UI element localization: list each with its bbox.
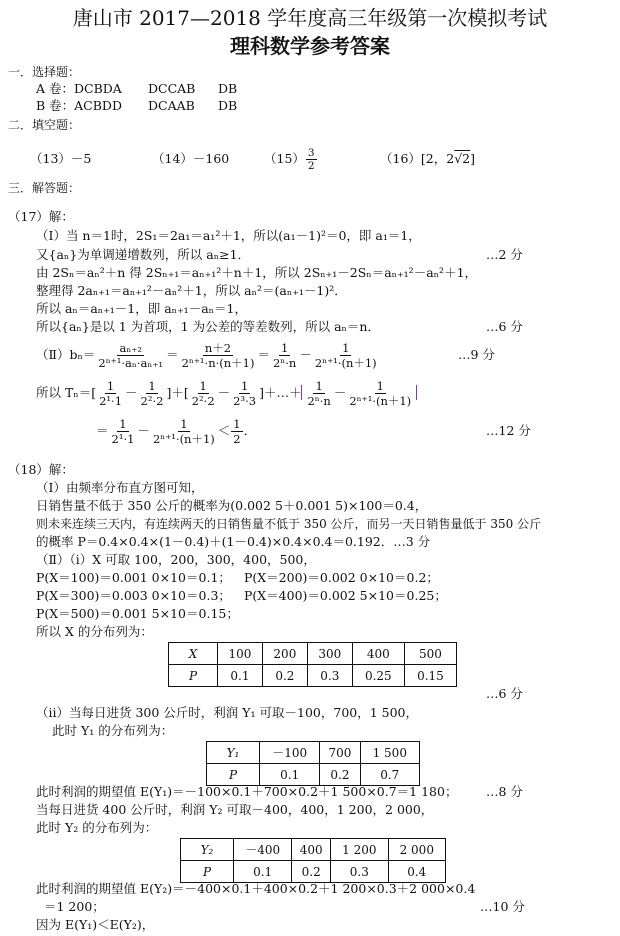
res-frac-1-den: 2¹·1 [111,432,135,446]
p18-line6b: P(X＝200)＝0.002 0×10＝0.2； [244,570,439,585]
section-fill-heading: 二．填空题： [8,118,81,132]
table-cell: 0.25 [352,665,404,687]
res-frac-2-den: 2ⁿ⁺¹·(n＋1) [152,432,215,446]
p18-score-8: …8 分 [486,784,523,799]
p18-line6a: P(X＝100)＝0.001 0×10＝0.1； [36,570,231,585]
answer-16 [380,151,475,167]
table-cell: 0.1 [218,665,263,687]
bn-frac-4-den: 2ⁿ⁺¹·(n＋1) [314,356,377,370]
table-header-cell: P [207,764,260,786]
tn-frac-4-den: 2³·3 [233,394,257,408]
distribution-table-x [168,642,457,687]
bn-minus: － [299,347,312,362]
tn-minus-1: － [125,385,138,400]
tn-frac-3-num: 1 [199,379,207,393]
p18-line9: 所以 X 的分布列为： [36,624,153,639]
table-cell: 0.2 [320,764,360,786]
p18-line12: 此时利润的期望值 E(Y₁)＝－100×0.1＋700×0.2＋1 500×0.7＝1 180； [36,784,458,799]
table-cell: 2 000 [388,839,445,861]
tn-minus-2: － [217,385,231,400]
res-frac-3-num: 1 [233,417,241,431]
p17-score-6: …6 分 [486,319,523,334]
choice-row-b-group3: DB [218,98,238,113]
res-end: ． [243,423,257,438]
table-row [207,764,420,786]
table-cell: 500 [404,643,456,665]
choice-row-b-group2: DCAAB [148,98,195,113]
problem-18-label: （18）解： [8,462,74,477]
table-cell: －400 [234,839,292,861]
table-header-cell: X [169,643,218,665]
table-cell: 0.3 [331,861,388,883]
table-cell: 400 [352,643,404,665]
res-eq: ＝ [96,423,109,438]
tn-frac-2 [139,379,166,408]
bn-prefix: （Ⅱ）bₙ＝ [36,347,96,362]
res-frac-2-num: 1 [180,417,188,431]
section-choice-heading: 一．选择题： [8,65,81,79]
section-solution-heading: 三．解答题： [8,181,81,195]
tn-plus: ＋ [171,385,184,400]
bn-frac-2 [180,341,257,370]
p18-line8: P(X＝500)＝0.001 5×10＝0.15； [36,606,239,621]
p18-line2: 日销售量不低于 350 公斤的概率为(0.002 5＋0.001 5)×100＝0.4， [36,498,428,513]
table-cell: 0.4 [388,861,445,883]
tn-frac-4-num: 1 [240,379,249,393]
choice-row-a-label: A 卷：DCBDA [36,81,122,96]
tn-frac-6-den: 2ⁿ⁺¹·(n＋1) [349,394,412,408]
p17-tn-formula: 所以 Tₙ＝[ $\frac{1}{\text{2¹·1}}$ － $\frac{1}{\text{2²·2}}$ ]＋[ $\frac{1}{\text{2²·2}}$ － $\frac{1}{\text{2³·3}}$ ]＋…＋ $\frac{1}{\text{2ⁿ·n}}$ － $\frac{1}{\text{2ⁿ⁺¹·(n＋1)}}$ [36,376,417,410]
tn-dots: ＋…＋ [263,385,302,400]
table-cell: 400 [292,839,331,861]
table-cell: 700 [320,742,360,764]
p17-line3: 由 2Sₙ＝aₙ²＋n 得 2Sₙ₊₁＝aₙ₊₁²＋n＋1，所以 2Sₙ₊₁－2Sₙ＝aₙ₊₁²－aₙ²＋1， [36,265,478,280]
choice-row-a-group2: DCCAB [148,81,196,96]
p18-line16: ＝1 200； [44,899,105,914]
tn-prefix: 所以 Tₙ＝ [36,385,92,400]
p18-line7b: P(X＝400)＝0.002 5×10＝0.25； [244,588,447,603]
table-cell: 0.15 [404,665,456,687]
tn-frac-3 [190,379,217,408]
res-frac-2 [151,417,217,446]
table-cell: 0.7 [360,764,419,786]
table-cell: 300 [307,643,352,665]
p17-bn-formula [36,338,380,372]
table-row [207,742,420,764]
p18-line13: 当每日进货 400 公斤时，利润 Y₂ 可取－400，400，1 200，2 000， [36,802,434,817]
table-row [169,665,457,687]
p17-line1: （Ⅰ）当 n＝1时，2S₁＝2a₁＝a₁²＋1，所以(a₁－1)²＝0，即 a₁＝1， [36,228,421,243]
tn-frac-1-num: 1 [106,379,115,393]
p18-line7a: P(X＝300)＝0.003 0×10＝0.3； [36,588,231,603]
p17-line2: 又{aₙ}为单调递增数列，所以 aₙ≥1． [36,247,251,262]
bn-frac-1 [96,341,165,370]
p17-result-formula [96,414,256,448]
table-header-cell: Y₁ [207,742,260,764]
answer-13: （13）－5 [30,151,92,166]
table-cell: 0.1 [260,764,320,786]
answer-15-den: 2 [307,160,315,172]
exam-title: 唐山市 2017—2018 学年度高三年级第一次模拟考试 [72,6,548,30]
res-frac-1 [110,417,137,446]
answer-15 [264,144,318,174]
tn-frac-5 [305,379,332,408]
answer-15-fraction [306,147,317,172]
res-minus: － [137,423,150,438]
res-frac-1-num: 1 [119,417,127,431]
problem-17-label: （17）解： [8,209,74,224]
table-cell: 1 500 [360,742,419,764]
tn-frac-5-den: 2ⁿ·n [307,394,331,408]
p18-line5: （Ⅱ）（ⅰ）X 可取 100，200，300，400，500， [36,552,316,567]
table-cell: 0.2 [292,861,331,883]
tn-frac-5-num: 1 [315,379,323,393]
bn-eq-1: ＝ [166,347,179,362]
table-cell: 200 [262,643,307,665]
res-lt: ＜ [217,423,231,438]
res-frac-3 [231,417,242,446]
p18-line4: 的概率 P＝0.4×0.4×(1－0.4)＋(1－0.4)×0.4×0.4＝0.192．…3 分 [36,534,431,549]
table-row [181,861,446,883]
tn-frac-6-num: 1 [376,379,384,393]
answer-16-pre: （16）[2，2 [380,151,455,166]
p18-line3: 则未来连续三天内，有连续两天的日销售量不低于 350 公斤，而另一天日销售量低于 350 公斤 [36,517,542,531]
tn-frac-4 [231,379,258,408]
tn-frac-3-den: 2²·2 [191,394,215,408]
p17-line4: 整理得 2aₙ₊₁＝aₙ₊₁²－aₙ²＋1，所以 aₙ²＝(aₙ₊₁－1)²． [36,283,347,298]
choice-row-a-group3: DB [218,81,238,96]
bn-frac-2-den: 2ⁿ⁺¹·n·(n＋1) [181,356,255,370]
bn-frac-1-num: aₙ₊₂ [119,341,142,355]
table-cell: 100 [218,643,263,665]
p18-line17: 因为 E(Y₁)＜E(Y₂)， [36,917,155,932]
bn-eq-2: ＝ [257,347,270,362]
tn-frac-1 [97,379,124,408]
bn-frac-4 [313,341,379,370]
answer-15-num: 3 [307,147,315,159]
bn-frac-3 [271,341,298,370]
p18-line1: （Ⅰ）由频率分布直方图可知， [36,480,204,495]
p18-line10: （ⅱ）当每日进货 300 公斤时，利润 Y₁ 可取－100，700，1 500， [36,705,419,720]
p17-score-12: …12 分 [486,423,531,438]
p17-score-9: …9 分 [458,347,495,362]
p18-score-6: …6 分 [486,686,523,701]
tn-last-bracket [301,379,417,408]
bn-frac-4-num: 1 [342,341,350,355]
table-row [181,839,446,861]
p18-line11: 此时 Y₁ 的分布列为： [52,723,174,738]
table-cell: 1 200 [331,839,388,861]
bn-frac-3-den: 2ⁿ·n [272,356,297,370]
distribution-table-y1 [206,741,420,786]
p18-line15: 此时利润的期望值 E(Y₂)＝－400×0.1＋400×0.2＋1 200×0.3＋2 000×0.4 [36,881,476,896]
p17-line5: 所以 aₙ＝aₙ₊₁－1，即 aₙ₊₁－aₙ＝1， [36,301,248,316]
table-cell: 0.3 [307,665,352,687]
table-header-cell: P [169,665,218,687]
p18-line14: 此时 Y₂ 的分布列为： [36,820,158,835]
p17-line6: 所以{aₙ}是以 1 为首项，1 为公差的等差数列，所以 aₙ＝n． [36,319,380,334]
table-row [169,643,457,665]
bn-frac-2-num: n＋2 [204,341,232,355]
table-cell: －100 [260,742,320,764]
distribution-table-y2 [180,838,446,883]
table-cell: 0.2 [262,665,307,687]
answer-16-post: ] [470,151,476,166]
answer-key-title: 理科数学参考答案 [230,34,390,58]
table-header-cell: Y₂ [181,839,234,861]
p17-score-2: …2 分 [486,247,523,262]
choice-row-b-label: B 卷：ACBDD [36,98,122,113]
bn-frac-3-num: 1 [280,341,289,355]
bn-frac-1-den: 2ⁿ⁺¹·aₙ·aₙ₊₁ [98,356,164,370]
tn-minus-3: － [333,385,347,400]
tn-frac-1-den: 2¹·1 [99,394,123,408]
answer-14: （14）－160 [152,151,230,166]
answer-15-label: （15） [264,151,305,166]
tn-frac-2-den: 2²·2 [140,394,164,408]
tn-frac-2-num: 1 [148,379,156,393]
tn-frac-6 [347,379,413,408]
answer-16-radical: √2 [454,151,471,166]
table-header-cell: P [181,861,234,883]
res-frac-3-den: 2 [233,432,241,446]
p18-score-10: …10 分 [480,899,525,914]
table-cell: 0.1 [234,861,292,883]
